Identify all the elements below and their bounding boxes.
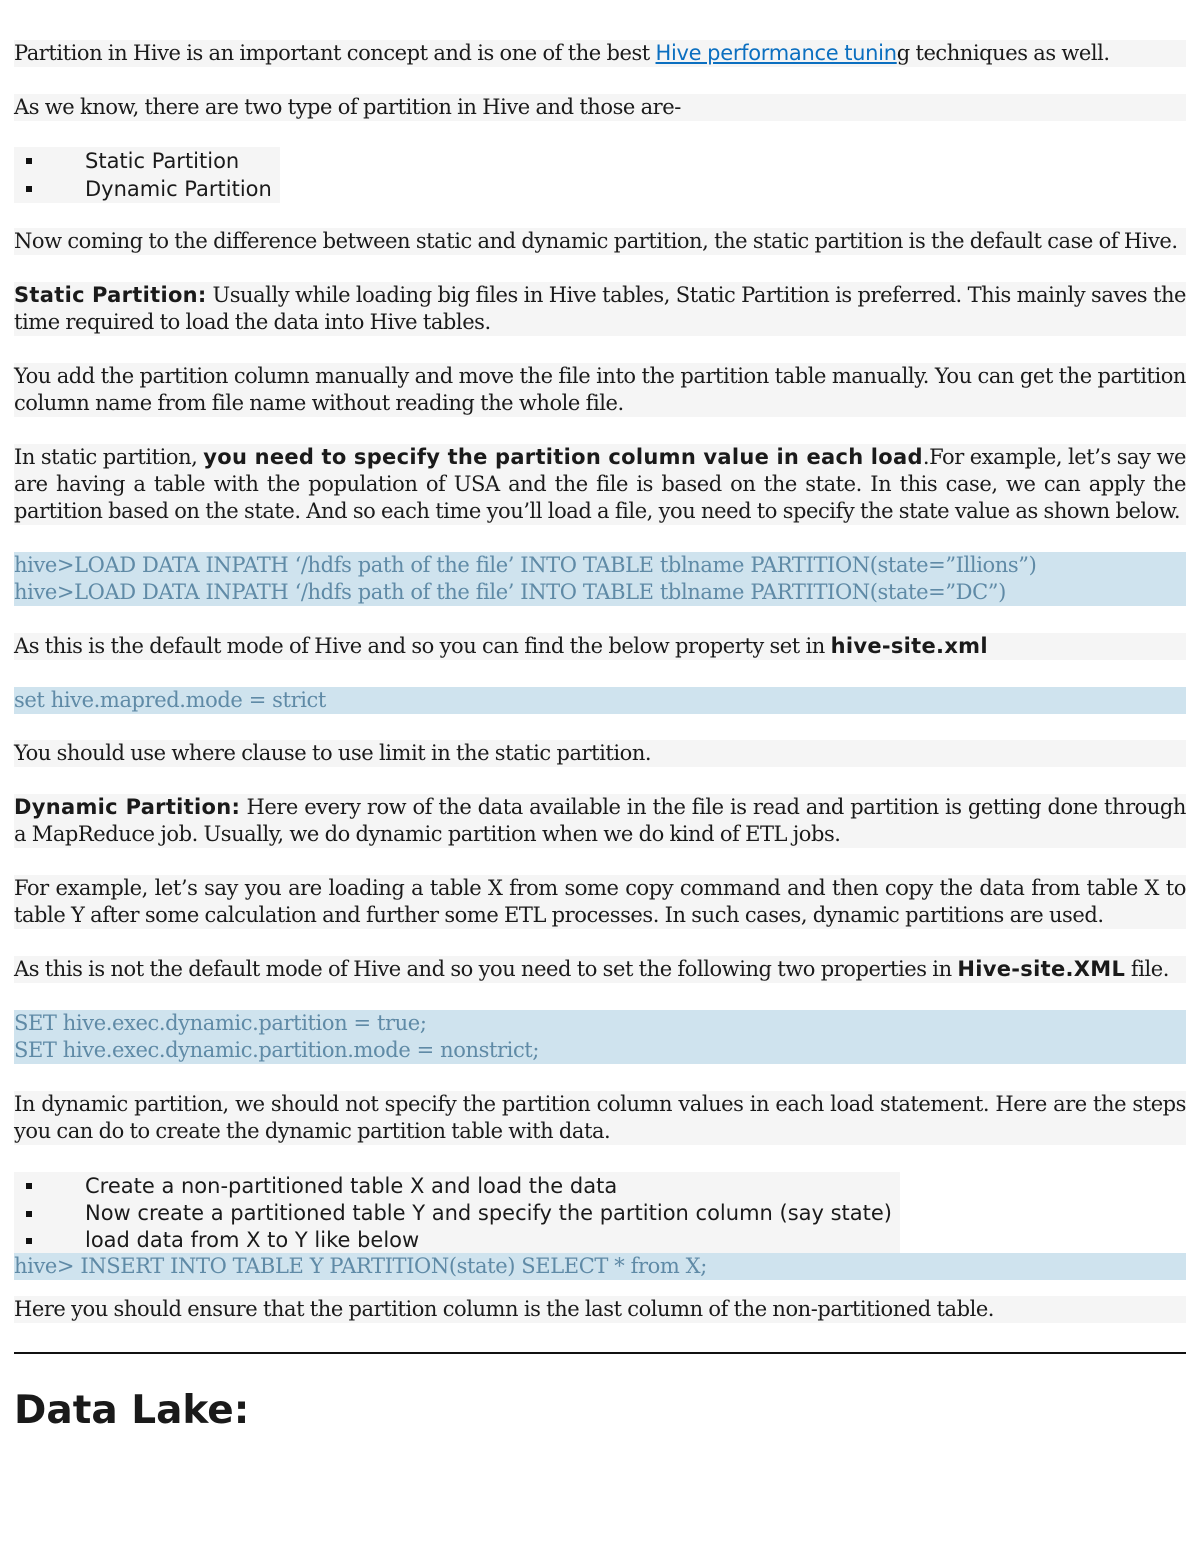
where-clause-paragraph: You should use where clause to use limit in the static partition. [14, 740, 1186, 767]
types-intro-paragraph: As we know, there are two type of partition in Hive and those are- [14, 94, 1186, 121]
square-bullet-icon [26, 1238, 32, 1244]
square-bullet-icon [26, 158, 32, 164]
dynamic-partition-label: Dynamic Partition: [14, 795, 241, 819]
list-item-label: Now create a partitioned table Y and specify the partition column (say state) [85, 1201, 893, 1225]
code-line: SET hive.exec.dynamic.partition = true; [14, 1010, 1186, 1037]
list-item-label: Static Partition [85, 149, 240, 173]
default-mode-text: As this is the default mode of Hive and so you can find the below property set in [14, 634, 831, 658]
square-bullet-icon [26, 186, 32, 192]
intro-paragraph [14, 40, 1186, 67]
difference-paragraph: Now coming to the difference between static and dynamic partition, the static partition is the default case of Hive. [14, 228, 1186, 255]
code-line: hive>LOAD DATA INPATH ‘/hdfs path of the file’ INTO TABLE tblname PARTITION(state=”Illions”) [14, 552, 1186, 579]
ensure-paragraph: Here you should ensure that the partition column is the last column of the non-partitioned table. [14, 1296, 1186, 1323]
static-manual-paragraph: You add the partition column manually and move the file into the partition table manually. You can get the partition column name from file name without reading the whole file. [14, 364, 1186, 415]
square-bullet-icon [26, 1211, 32, 1217]
article-body [14, 40, 1186, 1434]
list-item-label: Dynamic Partition [85, 177, 272, 201]
dynamic-settings-code-block [14, 1010, 1186, 1064]
list-item-label: load data from X to Y like below [85, 1228, 420, 1252]
not-default-paragraph [14, 956, 1186, 983]
static-example-text-end: .For example, let’s say we are having a table with the population of USA and the file is based on the state. In this case, we can apply the partition based on the state. And so each time you’ll load a file, you need to specify the state value as shown below. [14, 445, 1186, 523]
static-load-code-block [14, 552, 1186, 606]
dynamic-steps-list [14, 1172, 900, 1253]
list-item [14, 1172, 900, 1200]
hive-site-xml-label: Hive-site.XML [957, 957, 1126, 981]
dynamic-partition-paragraph [14, 794, 1186, 848]
square-bullet-icon [26, 1183, 32, 1189]
mapred-mode-code-line: set hive.mapred.mode = strict [14, 687, 1186, 714]
data-lake-heading: Data Lake: [14, 1388, 250, 1433]
code-line: SET hive.exec.dynamic.partition.mode = nonstrict; [14, 1037, 1186, 1064]
intro-text-end: g techniques as well. [896, 41, 1110, 65]
list-item [14, 147, 280, 175]
dynamic-partition-text: Here every row of the data available in the file is read and partition is getting done through a MapReduce job. Usually, we do dynamic partition when we do kind of ETL jobs. [14, 795, 1186, 846]
steps-intro-paragraph: In dynamic partition, we should not specify the partition column values in each load statement. Here are the steps you can do to create the dynamic partition table with data. [14, 1092, 1186, 1143]
insert-code-line: hive> INSERT INTO TABLE Y PARTITION(state) SELECT * from X; [14, 1253, 1186, 1280]
static-partition-paragraph [14, 282, 1186, 336]
code-line: hive>LOAD DATA INPATH ‘/hdfs path of the file’ INTO TABLE tblname PARTITION(state=”DC”) [14, 579, 1186, 606]
hive-performance-tuning-link[interactable]: Hive performance tunin [655, 41, 897, 65]
hive-site-xml-label: hive-site.xml [830, 634, 988, 658]
default-mode-paragraph [14, 633, 1186, 660]
static-partition-text: Usually while loading big files in Hive tables, Static Partition is preferred. This mainly saves the time required to load the data into Hive tables. [14, 283, 1186, 334]
list-item-label: Create a non-partitioned table X and load the data [85, 1174, 618, 1198]
static-example-text: In static partition, [14, 445, 204, 469]
static-example-paragraph [14, 444, 1186, 525]
dynamic-example-paragraph: For example, let’s say you are loading a table X from some copy command and then copy the data from table X to table Y after some calculation and further some ETL processes. In such cases, dynamic partitions are used. [14, 876, 1186, 927]
list-item [14, 175, 280, 203]
list-item [14, 1227, 900, 1253]
partition-types-list [14, 147, 280, 203]
not-default-text-end: file. [1125, 957, 1169, 981]
static-partition-label: Static Partition: [14, 283, 207, 307]
list-item [14, 1200, 900, 1227]
intro-text: Partition in Hive is an important concept and is one of the best [14, 41, 656, 65]
not-default-text: As this is not the default mode of Hive and so you need to set the following two properties in [14, 957, 958, 981]
static-example-emphasis: you need to specify the partition column value in each load [203, 445, 923, 469]
